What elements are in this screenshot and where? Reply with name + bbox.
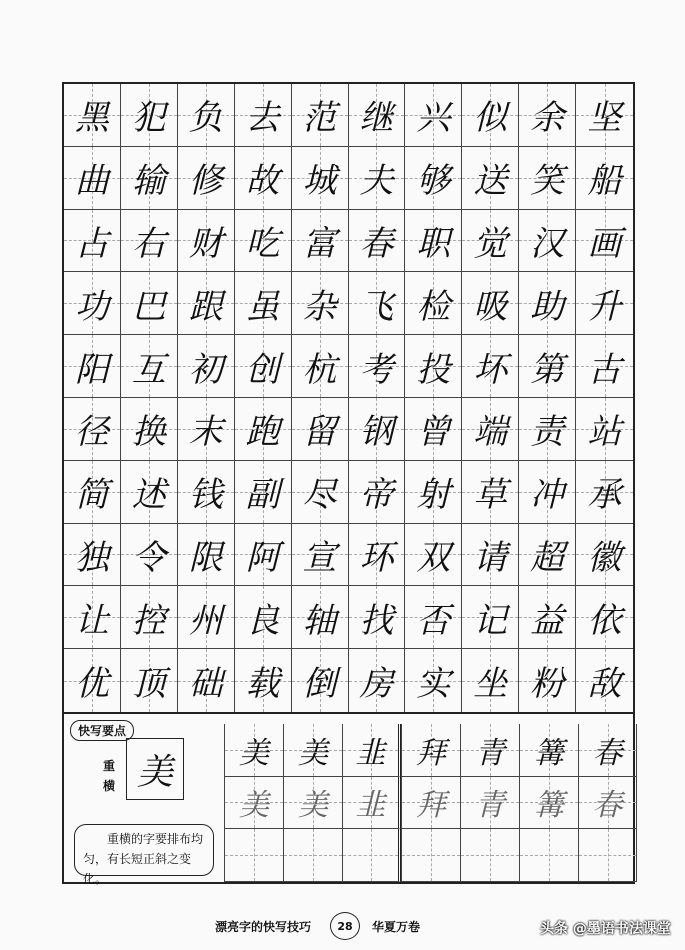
- grid-char: 吃: [245, 223, 280, 264]
- grid-cell: [178, 272, 235, 335]
- grid-cell: [519, 398, 576, 461]
- practice-char: 韭: [355, 788, 386, 824]
- practice-char: 美: [239, 735, 269, 771]
- grid-cell: [64, 272, 121, 335]
- grid-char: 径: [74, 412, 109, 453]
- grid-char: 兴: [416, 98, 451, 139]
- grid-cell: [405, 147, 462, 210]
- practice-cell: [224, 724, 283, 777]
- grid-cell: [121, 272, 178, 335]
- grid-char: 检: [416, 286, 451, 327]
- practice-cell: [342, 829, 401, 882]
- practice-cell: [460, 829, 519, 882]
- grid-cell: [292, 84, 349, 147]
- grid-char: 敌: [587, 664, 622, 705]
- grid-char: 飞: [359, 286, 394, 327]
- grid-cell: [519, 272, 576, 335]
- practice-cell: [460, 777, 519, 830]
- practice-cell: [519, 829, 578, 882]
- grid-cell: [349, 586, 406, 649]
- grid-char: 右: [131, 223, 166, 264]
- grid-cell: [519, 147, 576, 210]
- grid-char: 钢: [359, 412, 394, 453]
- grid-cell: [576, 398, 633, 461]
- grid-cell: [292, 524, 349, 587]
- grid-cell: [121, 84, 178, 147]
- grid-char: 令: [131, 537, 166, 578]
- grid-char: 益: [530, 600, 565, 641]
- practice-char: 美: [298, 735, 328, 771]
- practice-cell: [224, 829, 283, 882]
- grid-char: 城: [302, 161, 337, 202]
- practice-grid: [224, 724, 637, 882]
- grid-cell: [121, 461, 178, 524]
- grid-char: 端: [473, 412, 508, 453]
- practice-cell: [283, 724, 342, 777]
- grid-char: 似: [473, 98, 508, 139]
- grid-char: 跟: [188, 286, 223, 327]
- grid-cell: [64, 210, 121, 273]
- grid-char: 控: [131, 600, 166, 641]
- grid-cell: [178, 210, 235, 273]
- grid-cell: [519, 524, 576, 587]
- grid-char: 故: [245, 161, 280, 202]
- practice-cell: [283, 829, 342, 882]
- grid-char: 继: [359, 98, 394, 139]
- grid-char: 让: [74, 600, 109, 641]
- character-grid: [62, 82, 635, 714]
- practice-char: 春: [592, 735, 623, 771]
- grid-cell: [576, 147, 633, 210]
- grid-char: 粉: [530, 664, 565, 705]
- practice-cell: [401, 777, 460, 830]
- practice-char: 篝: [534, 788, 564, 824]
- grid-char: 曲: [74, 161, 109, 202]
- grid-char: 范: [302, 98, 337, 139]
- grid-cell: [405, 84, 462, 147]
- grid-char: 实: [416, 664, 451, 705]
- grid-cell: [292, 586, 349, 649]
- grid-char: 春: [359, 223, 394, 264]
- grid-cell: [576, 524, 633, 587]
- grid-char: 射: [416, 475, 451, 516]
- practice-char: 青: [475, 735, 505, 771]
- grid-char: 第: [530, 349, 565, 390]
- grid-char: 巴: [131, 286, 166, 327]
- tip-label: 重横: [102, 759, 115, 793]
- grid-char: 输: [131, 161, 166, 202]
- grid-char: 简: [74, 475, 109, 516]
- grid-cell: [349, 84, 406, 147]
- grid-cell: [121, 524, 178, 587]
- grid-cell: [178, 398, 235, 461]
- grid-cell: [462, 398, 519, 461]
- practice-cell: [578, 829, 637, 882]
- practice-cell: [342, 777, 401, 830]
- grid-char: 载: [245, 664, 280, 705]
- grid-char: 阳: [74, 349, 109, 390]
- grid-char: 限: [188, 537, 223, 578]
- grid-cell: [178, 335, 235, 398]
- grid-char: 互: [131, 349, 166, 390]
- grid-char: 末: [188, 412, 223, 453]
- grid-cell: [64, 649, 121, 712]
- grid-cell: [292, 272, 349, 335]
- grid-char: 责: [530, 412, 565, 453]
- grid-cell: [235, 147, 292, 210]
- grid-cell: [349, 649, 406, 712]
- grid-cell: [121, 210, 178, 273]
- grid-cell: [121, 335, 178, 398]
- grid-cell: [178, 461, 235, 524]
- grid-cell: [349, 272, 406, 335]
- example-char: 美: [126, 738, 184, 800]
- grid-char: 犯: [131, 98, 166, 139]
- grid-char: 创: [245, 349, 280, 390]
- grid-char: 坚: [587, 98, 622, 139]
- grid-cell: [349, 524, 406, 587]
- grid-char: 房: [359, 664, 394, 705]
- watermark: 头条 @墨语书法课堂: [540, 921, 671, 937]
- grid-char: 超: [530, 537, 565, 578]
- practice-char: 美: [298, 788, 328, 824]
- grid-cell: [462, 147, 519, 210]
- grid-cell: [576, 649, 633, 712]
- grid-char: 职: [416, 223, 451, 264]
- grid-char: 画: [587, 223, 622, 264]
- grid-cell: [292, 335, 349, 398]
- grid-cell: [121, 586, 178, 649]
- grid-char: 古: [587, 349, 622, 390]
- grid-cell: [349, 210, 406, 273]
- grid-cell: [235, 210, 292, 273]
- grid-char: 送: [473, 161, 508, 202]
- grid-cell: [64, 461, 121, 524]
- grid-char: 夫: [359, 161, 394, 202]
- grid-char: 双: [416, 537, 451, 578]
- grid-char: 否: [416, 600, 451, 641]
- grid-char: 修: [188, 161, 223, 202]
- grid-cell: [462, 649, 519, 712]
- grid-char: 依: [587, 600, 622, 641]
- grid-cell: [576, 84, 633, 147]
- grid-char: 笑: [530, 161, 565, 202]
- grid-char: 冲: [530, 475, 565, 516]
- grid-cell: [576, 272, 633, 335]
- practice-char: 青: [475, 788, 505, 824]
- grid-char: 坏: [473, 349, 508, 390]
- practice-cell: [283, 777, 342, 830]
- grid-cell: [121, 649, 178, 712]
- grid-cell: [235, 586, 292, 649]
- grid-cell: [235, 524, 292, 587]
- grid-char: 钱: [188, 475, 223, 516]
- grid-char: 记: [473, 600, 508, 641]
- practice-cell: [224, 777, 283, 830]
- grid-cell: [519, 461, 576, 524]
- grid-cell: [64, 335, 121, 398]
- grid-char: 环: [359, 537, 394, 578]
- grid-char: 财: [188, 223, 223, 264]
- grid-char: 杂: [302, 286, 337, 327]
- grid-char: 富: [302, 223, 337, 264]
- grid-cell: [405, 524, 462, 587]
- grid-char: 坐: [473, 664, 508, 705]
- grid-cell: [235, 461, 292, 524]
- practice-cell: [401, 829, 460, 882]
- grid-cell: [235, 84, 292, 147]
- grid-cell: [462, 210, 519, 273]
- grid-char: 徽: [587, 537, 622, 578]
- grid-char: 去: [245, 98, 280, 139]
- grid-cell: [178, 649, 235, 712]
- footer-title: 漂亮字的快写技巧: [215, 920, 312, 934]
- grid-char: 占: [74, 223, 109, 264]
- page-number: 28: [330, 912, 360, 940]
- grid-char: 良: [245, 600, 280, 641]
- grid-cell: [64, 398, 121, 461]
- grid-char: 船: [587, 161, 622, 202]
- grid-cell: [292, 398, 349, 461]
- practice-char: 韭: [355, 735, 386, 771]
- grid-cell: [405, 210, 462, 273]
- practice-cell: [342, 724, 401, 777]
- practice-cell: [460, 724, 519, 777]
- grid-char: 尽: [302, 475, 337, 516]
- grid-char: 草: [473, 475, 508, 516]
- grid-cell: [462, 461, 519, 524]
- practice-char: 篝: [534, 735, 564, 771]
- grid-cell: [235, 335, 292, 398]
- grid-char: 初: [188, 349, 223, 390]
- grid-char: 投: [416, 349, 451, 390]
- grid-char: 顶: [131, 664, 166, 705]
- grid-cell: [519, 335, 576, 398]
- practice-char: 春: [592, 788, 623, 824]
- grid-char: 承: [587, 475, 622, 516]
- grid-cell: [405, 272, 462, 335]
- grid-char: 倒: [302, 664, 337, 705]
- grid-char: 站: [587, 412, 622, 453]
- grid-cell: [576, 210, 633, 273]
- grid-char: 请: [473, 537, 508, 578]
- grid-cell: [519, 210, 576, 273]
- grid-cell: [462, 524, 519, 587]
- grid-cell: [519, 586, 576, 649]
- grid-cell: [462, 84, 519, 147]
- grid-cell: [462, 335, 519, 398]
- grid-cell: [349, 461, 406, 524]
- grid-cell: [405, 649, 462, 712]
- grid-char: 曾: [416, 412, 451, 453]
- grid-char: 帝: [359, 475, 394, 516]
- grid-cell: [121, 398, 178, 461]
- grid-cell: [178, 84, 235, 147]
- grid-char: 考: [359, 349, 394, 390]
- practice-cell: [578, 724, 637, 777]
- grid-char: 觉: [473, 223, 508, 264]
- grid-cell: [405, 335, 462, 398]
- grid-cell: [235, 649, 292, 712]
- grid-char: 轴: [302, 600, 337, 641]
- grid-char: 功: [74, 286, 109, 327]
- grid-cell: [121, 147, 178, 210]
- grid-char: 换: [131, 412, 166, 453]
- grid-cell: [405, 586, 462, 649]
- grid-cell: [349, 147, 406, 210]
- grid-char: 升: [587, 286, 622, 327]
- practice-cell: [519, 777, 578, 830]
- tip-section: [62, 714, 635, 884]
- grid-char: 负: [188, 98, 223, 139]
- grid-cell: [405, 461, 462, 524]
- grid-cell: [405, 398, 462, 461]
- grid-char: 杭: [302, 349, 337, 390]
- grid-cell: [235, 398, 292, 461]
- grid-char: 找: [359, 600, 394, 641]
- tip-title: 快写要点: [70, 720, 134, 741]
- practice-cell: [578, 777, 637, 830]
- grid-cell: [576, 586, 633, 649]
- grid-cell: [349, 335, 406, 398]
- tip-note: 重横的字要排布均匀，有长短正斜之变化。: [74, 824, 214, 876]
- grid-char: 独: [74, 537, 109, 578]
- grid-char: 础: [188, 664, 223, 705]
- grid-cell: [576, 461, 633, 524]
- grid-char: 够: [416, 161, 451, 202]
- grid-cell: [64, 84, 121, 147]
- grid-char: 汉: [530, 223, 565, 264]
- grid-cell: [462, 272, 519, 335]
- practice-char: 拜: [416, 735, 446, 771]
- grid-cell: [178, 586, 235, 649]
- grid-char: 述: [131, 475, 166, 516]
- practice-char: 美: [239, 788, 269, 824]
- grid-cell: [519, 84, 576, 147]
- grid-cell: [519, 649, 576, 712]
- grid-char: 留: [302, 412, 337, 453]
- grid-char: 宣: [302, 537, 337, 578]
- grid-char: 虽: [245, 286, 280, 327]
- grid-char: 助: [530, 286, 565, 327]
- grid-cell: [576, 335, 633, 398]
- grid-char: 副: [245, 475, 280, 516]
- grid-cell: [178, 147, 235, 210]
- grid-cell: [292, 147, 349, 210]
- grid-cell: [178, 524, 235, 587]
- grid-cell: [462, 586, 519, 649]
- grid-char: 州: [188, 600, 223, 641]
- publisher: 华夏万卷: [372, 920, 421, 934]
- grid-char: 黑: [74, 98, 109, 139]
- grid-cell: [64, 586, 121, 649]
- grid-cell: [292, 210, 349, 273]
- grid-char: 吸: [473, 286, 508, 327]
- grid-cell: [292, 649, 349, 712]
- grid-cell: [235, 272, 292, 335]
- practice-cell: [519, 724, 578, 777]
- grid-cell: [64, 147, 121, 210]
- grid-char: 优: [74, 664, 109, 705]
- practice-char: 拜: [416, 788, 446, 824]
- grid-char: 余: [530, 98, 565, 139]
- grid-cell: [349, 398, 406, 461]
- grid-cell: [64, 524, 121, 587]
- footer: [0, 912, 685, 942]
- grid-cell: [292, 461, 349, 524]
- grid-char: 跑: [245, 412, 280, 453]
- grid-char: 阿: [245, 537, 280, 578]
- practice-cell: [401, 724, 460, 777]
